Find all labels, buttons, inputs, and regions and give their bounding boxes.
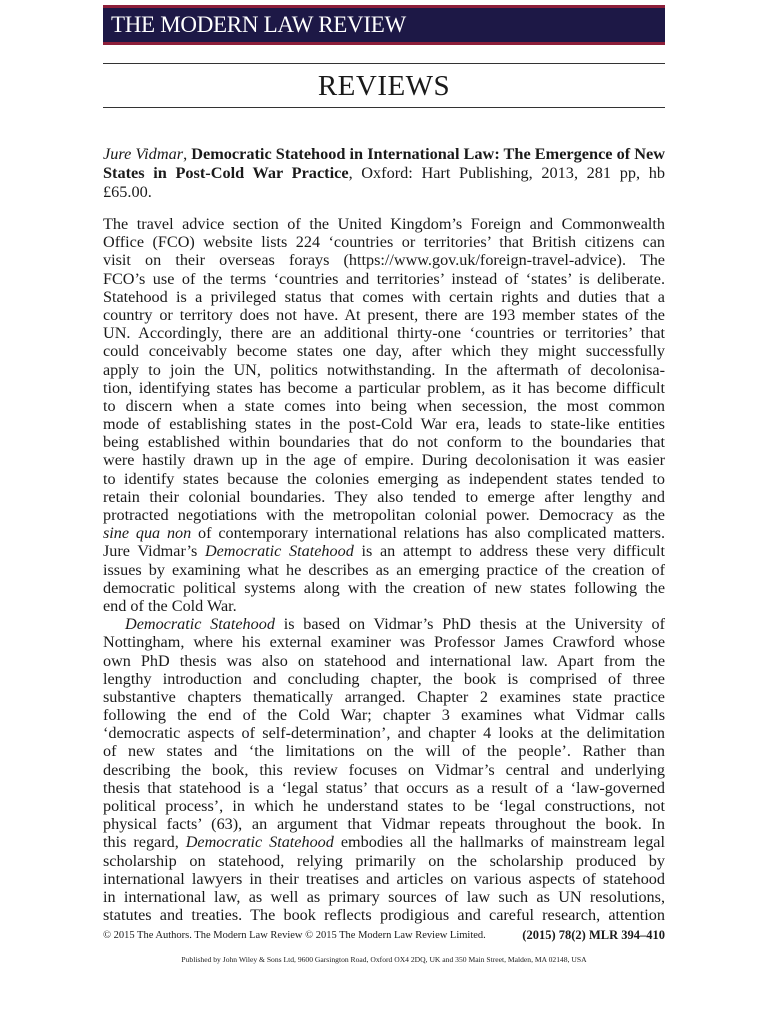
citation-publication: , Oxford: Hart Publishing, 2013, 281 pp, hb £65.00. (103, 163, 665, 201)
body-line: sine qua non of contemporary international relations has also complicated matters. (103, 524, 665, 543)
body-line: Office (FCO) website lists 224 ‘countries or territories’ that British citizens can (103, 233, 665, 252)
book-citation (103, 144, 665, 201)
body-line: The travel advice section of the United Kingdom’s Foreign and Commonwealth (103, 215, 665, 233)
body-line: describing the book, this review focuses on Vidmar’s central and underlying (103, 760, 665, 779)
body-line: political process’, in which he understand states to be ‘legal constructions, not (103, 797, 665, 815)
body-line: own PhD thesis was also on statehood and international law. Apart from the (103, 651, 665, 670)
footer-copyright: © 2015 The Authors. The Modern Law Review © 2015 The Modern Law Review Limited. (103, 930, 486, 941)
citation-author: Jure Vidmar (103, 144, 184, 163)
body-line: UN. Accordingly, there are an additional thirty-one ‘countries or territories’ that (103, 324, 665, 343)
body-line: Democratic Statehood is based on Vidmar’s PhD thesis at the University of (125, 615, 665, 634)
body-line: statutes and treaties. The book reflects prodigious and careful research, attention (103, 906, 665, 925)
citation-book-title: Democratic Statehood in International Law: The Emergence of New States in Post-Cold War Practice (103, 144, 666, 182)
footer-copyright-line (103, 929, 665, 943)
body-line: Nottingham, where his external examiner was Professor James Crawford whose (103, 633, 665, 652)
body-line: in international law, as well as primary sources of law such as UN resolutions, (103, 887, 665, 906)
footer-citation: (2015) 78(2) MLR 394–410 (522, 928, 665, 942)
body-line: this regard, Democratic Statehood embodies all the hallmarks of mainstream legal (103, 833, 665, 852)
body-line: scholarship on statehood, relying primarily on the scholarship produced by (103, 851, 665, 870)
body-line: end of the Cold War. (103, 596, 237, 615)
section-rule-bottom (103, 107, 665, 108)
body-line: substantive chapters thematically arranged. Chapter 2 examines state practice (103, 687, 665, 706)
body-line: physical facts’ (63), an argument that Vidmar repeats throughout the book. In (103, 815, 665, 834)
body-line: of new states and ‘the limitations on the will of the people’. Rather than (103, 742, 665, 761)
body-line: thesis that statehood is a ‘legal status’ that occurs as a result of a ‘law-governed (103, 778, 665, 797)
body-line: issues by examining what he describes as an emerging practice of the creation of (103, 560, 665, 579)
body-line: Jure Vidmar’s Democratic Statehood is an attempt to address these very difficult (103, 542, 665, 561)
body-line: mode of establishing states in the post-Cold War era, leads to state-like entities (103, 415, 665, 434)
footer-publisher: Published by John Wiley & Sons Ltd, 9600 Garsington Road, Oxford OX4 2DQ, UK and 350 Main Street, Malden, MA 02148, USA (181, 955, 587, 964)
body-line: Statehood is a privileged status that comes with certain rights and duties that a (103, 287, 665, 306)
body-line: retain their colonial boundaries. They also tended to emerge after lengthy and (103, 487, 665, 506)
section-rule-top (103, 63, 665, 64)
body-line: FCO’s use of the terms ‘countries and territories’ instead of ‘states’ is deliberate. (103, 269, 665, 288)
body-line: democratic political systems along with the creation of new states following the (103, 578, 665, 597)
journal-masthead (103, 5, 665, 45)
body-line: apply to join the UN, politics notwithstanding. In the aftermath of decolonisa- (103, 360, 665, 379)
body-line: to identify states because the colonies emerging as independent states tended to (103, 469, 665, 488)
citation-separator: , (183, 144, 192, 163)
body-line: were hastily drawn up in the age of empire. During decolonisation it was easier (103, 451, 665, 470)
body-line: to discern when a state comes into being when secession, the most common (103, 396, 665, 415)
body-line: country or territory does not have. At present, there are 193 member states of the (103, 305, 665, 324)
section-title: REVIEWS (317, 70, 451, 102)
review-body (103, 215, 665, 924)
journal-title: THE MODERN LAW REVIEW (111, 12, 406, 37)
body-line: protracted negotiations with the metropolitan colonial power. Democracy as the (103, 506, 665, 524)
body-line: international lawyers in their treatises and articles on various aspects of statehood (103, 869, 665, 888)
body-line: visit on their overseas forays (https://www.gov.uk/foreign-travel-advice). The (103, 251, 665, 270)
body-line: could conceivably become states one day, after which they might successfully (103, 342, 665, 361)
body-line: following the end of the Cold War; chapter 3 examines what Vidmar calls (103, 706, 665, 725)
body-line: lengthy introduction and concluding chapter, the book is comprised of three (103, 669, 665, 688)
body-line: being established within boundaries that do not conform to the boundaries that (103, 433, 665, 452)
body-line: tion, identifying states has become a particular problem, as it has become difficult (103, 378, 665, 397)
body-line: ‘democratic aspects of self-determination’, and chapter 4 looks at the delimitation (103, 724, 665, 743)
